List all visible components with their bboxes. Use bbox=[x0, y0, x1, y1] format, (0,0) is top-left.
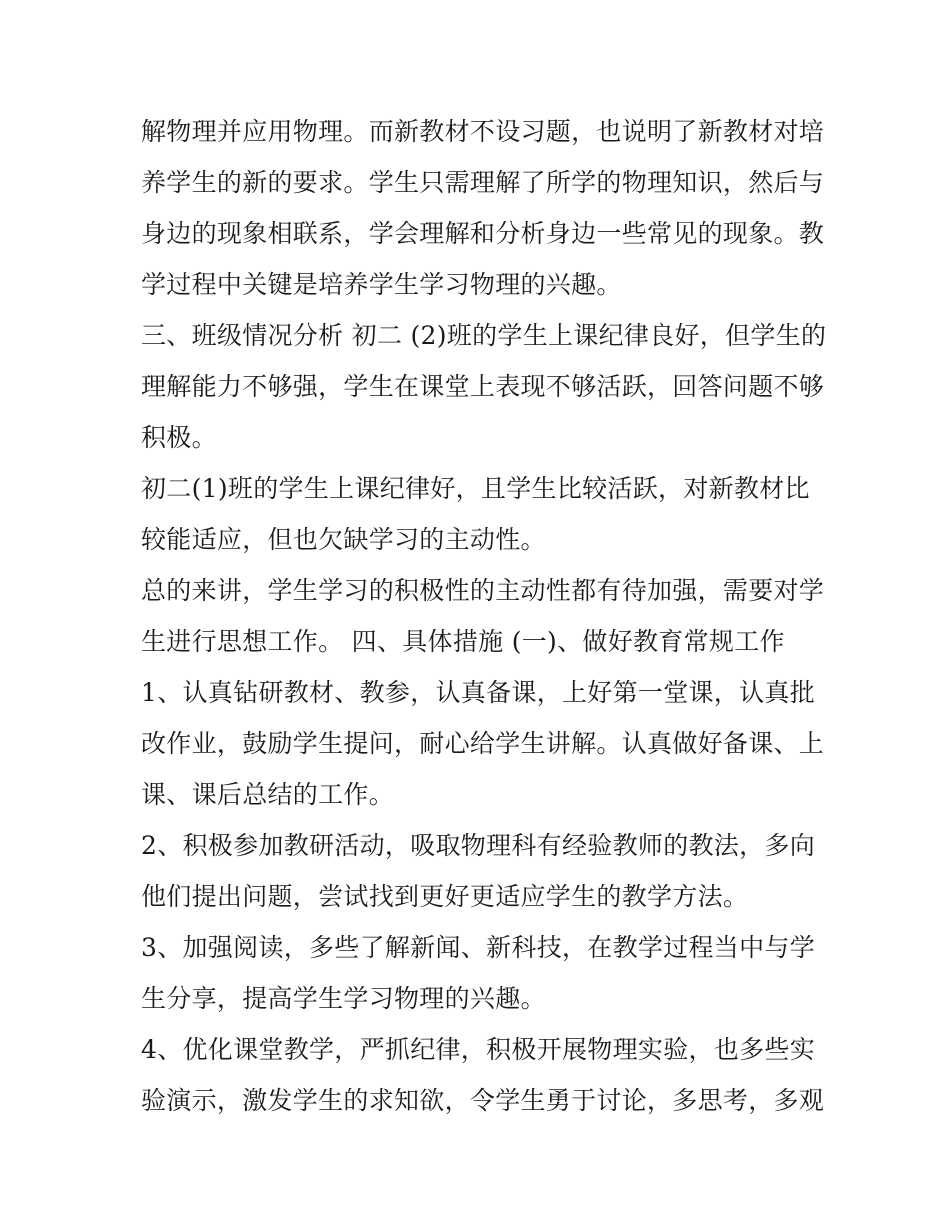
section-three-heading-line: 三、班级情况分析 初二 (2)班的学生上课纪律良好，但学生的 bbox=[141, 321, 827, 350]
list-item-3: 3、加强阅读，多些了解新闻、新科技，在教学过程当中与学 bbox=[141, 933, 816, 962]
list-item-2: 2、积极参加教研活动，吸取物理科有经验教师的教法，多向 bbox=[141, 831, 816, 860]
text-line: 较能适应，但也欠缺学习的主动性。 bbox=[141, 525, 546, 554]
text-line: 养学生的新的要求。学生只需理解了所学的物理知识，然后与 bbox=[141, 168, 825, 197]
text-line: 生分享，提高学生学习物理的兴趣。 bbox=[141, 984, 546, 1013]
text-line: 学过程中关键是培养学生学习物理的兴趣。 bbox=[141, 270, 622, 299]
text-line: 理解能力不够强，学生在课堂上表现不够活跃，回答问题不够 bbox=[141, 372, 825, 401]
text-line: 他们提出问题，尝试找到更好更适应学生的教学方法。 bbox=[141, 882, 749, 911]
section-four-heading-line: 生进行思想工作。 四、具体措施 (一)、做好教育常规工作 bbox=[141, 627, 785, 656]
text-line: 总的来讲，学生学习的积极性的主动性都有待加强，需要对学 bbox=[141, 576, 825, 605]
text-line: 课、课后总结的工作。 bbox=[141, 780, 395, 809]
text-line: 验演示，激发学生的求知欲，令学生勇于讨论，多思考，多观 bbox=[141, 1086, 825, 1115]
text-line: 积极。 bbox=[141, 423, 217, 452]
text-line: 初二(1)班的学生上课纪律好，且学生比较活跃，对新教材比 bbox=[141, 474, 810, 503]
list-item-4: 4、优化课堂教学，严抓纪律，积极开展物理实验，也多些实 bbox=[141, 1035, 816, 1064]
text-line: 身边的现象相联系，学会理解和分析身边一些常见的现象。教 bbox=[141, 219, 825, 248]
list-item-1: 1、认真钻研教材、教参，认真备课，上好第一堂课，认真批 bbox=[141, 678, 816, 707]
text-line: 解物理并应用物理。而新教材不设习题，也说明了新教材对培 bbox=[141, 117, 825, 146]
text-line: 改作业，鼓励学生提问，耐心给学生讲解。认真做好备课、上 bbox=[141, 729, 825, 758]
document-body bbox=[141, 106, 831, 1126]
